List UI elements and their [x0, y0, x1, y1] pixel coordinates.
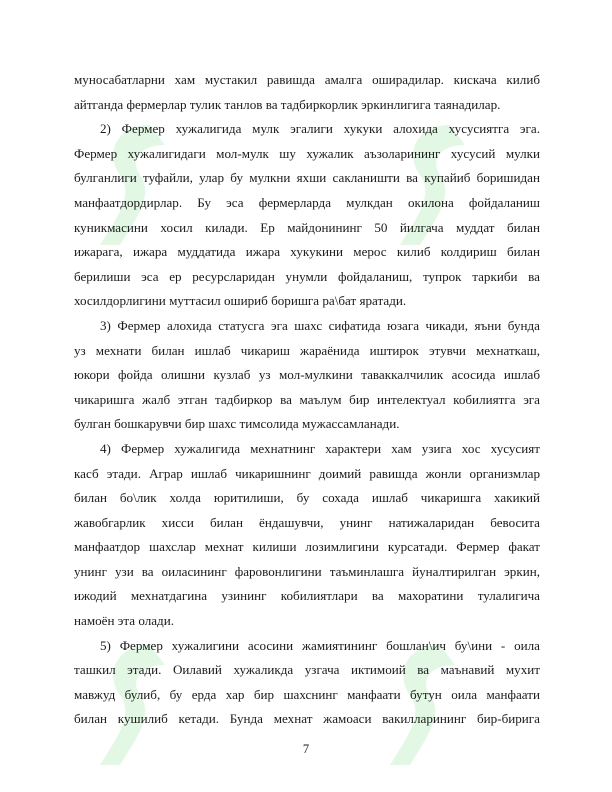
paragraph-first-line: 2) Фермер хужалигида мулк эгалиги хукуки алохида хусусиятга эга. [100, 121, 540, 137]
text-line: чикаришга жалб этган тадбиркор ва маълум бир интелектуал кобилиятга эга [74, 391, 540, 407]
text-line: куникмасини хосил килади. Ер майдонининг 50 йилгача муддат билан [74, 219, 540, 235]
text-line: мавжуд булиб, бу ерда хар бир шахснинг манфаати бутун оила манфаати [74, 686, 540, 702]
text-line: хосилдорлигини муттасил ошириб боришга ра\бат яратади. [74, 293, 407, 309]
paragraph-first-line: 5) Фермер хужалигини асосини жамиятининг бошлан\ич бу\ини - оила [100, 637, 540, 653]
text-line: жавобгарлик хисси билан ёндашувчи, унинг натижаларидан бевосита [74, 514, 540, 530]
text-line: унинг узи ва оиласининг фаровонлигини таъминлашга йуналтирилган эркин, [74, 563, 540, 579]
body-text [74, 68, 540, 732]
text-line: манфаатдор шахслар мехнат килиши лозимлигини курсатади. Фермер факат [74, 539, 540, 555]
text-line: билан кушилиб кетади. Бунда мехнат жамоаси вакилларининг бир-бирига [74, 711, 540, 727]
text-line: манфаатдордирлар. Бу эса фермерларда мулкдан окилона фойдаланиш [74, 194, 540, 210]
text-line: билан бо\лик холда юритилиши, бу сохада ишлаб чикаришга хакикий [74, 490, 540, 506]
paragraph-first-line: 4) Фермер хужалигида мехнатнинг характери хам узига хос хусусият [100, 440, 540, 456]
text-line: Фермер хужалигидаги мол-мулк шу хужалик аъзоларининг хусусий мулки [74, 145, 540, 161]
paragraph-first-line: 3) Фермер алохида статусга эга шахс сифатида юзага чикади, яъни бунда [100, 317, 540, 333]
text-line: юкори фойда олишни кузлаб уз мол-мулкини таваккалчилик асосида ишлаб [74, 367, 540, 383]
text-line: айтганда фермерлар тулик танлов ва тадбиркорлик эркинлигига таянадилар. [74, 96, 501, 112]
page-number: 7 [302, 742, 310, 756]
text-line: ижодий мехнатдагина узининг кобилиятлари ва махоратини тулалигича [74, 588, 540, 604]
text-line: ижарага, ижара муддатида ижара хукукини мерос килиб колдириш билан [74, 244, 540, 260]
text-line: муносабатларни хам мустакил равишда амалга оширадилар. кискача килиб [74, 72, 540, 87]
text-line: уз мехнати билан ишлаб чикариш жараёнида иштирок этувчи мехнаткаш, [74, 342, 540, 358]
text-line: касб этади. Аграр ишлаб чикаришнинг доимий равишда жонли организмлар [74, 465, 540, 481]
text-line: ташкил этади. Оилавий хужаликда узгача иктимоий ва маънавий мухит [74, 662, 540, 678]
text-line: булганлиги туфайли, улар бу мулкни яхши сакланишти ва купайиб боришидан [74, 170, 540, 186]
text-line: намоён эта олади. [74, 613, 174, 629]
text-line: берилиши эса ер ресурсларидан унумли фойдаланиш, тупрок таркиби ва [74, 268, 540, 284]
text-line: булган бошкарувчи бир шахс тимсолида мужассамланади. [74, 416, 400, 432]
